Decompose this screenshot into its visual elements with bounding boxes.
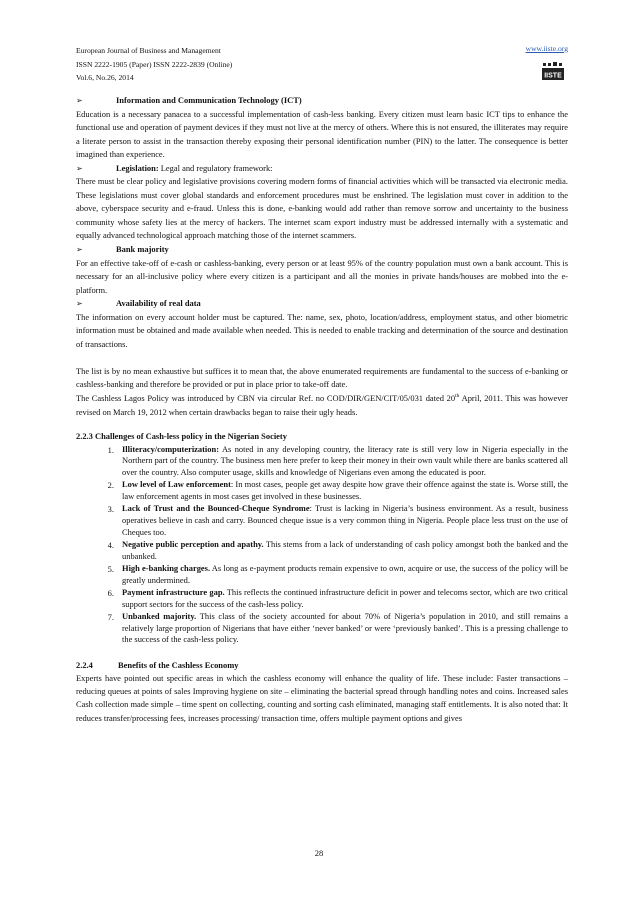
- arrow-bullet-icon: ➢: [76, 96, 83, 105]
- benefits-title: Benefits of the Cashless Economy: [118, 659, 239, 670]
- page-number: 28: [314, 848, 324, 858]
- journal-issn: ISSN 2222-1905 (Paper) ISSN 2222-2839 (Online): [76, 59, 233, 69]
- list-item-text: [122, 563, 568, 586]
- list-item-number: 6.: [107, 588, 114, 599]
- list-item-text: [122, 444, 568, 479]
- bullet-ict: [76, 94, 568, 108]
- list-item-body: This reflects the continued infrastructure deficit in power and telecoms sector, which are two critical support sectors for the success of the cash-less policy.: [122, 587, 568, 609]
- cashless-lagos-paragraph: The Cashless Lagos Policy was introduced by CBN via circular Ref. no COD/DIR/GEN/CIT/05/031 dated 20th April, 2011. This was however revised on March 19, 2012 when certain drawbacks began to raise their ugly heads.: [76, 392, 568, 417]
- arrow-bullet-icon: ➢: [76, 163, 83, 173]
- list-item-text: [122, 503, 568, 538]
- list-item-number: 7.: [107, 612, 114, 623]
- ict-paragraph: Education is a necessary panacea to a successful implementation of cash-less banking. Every citizen must learn basic ICT tips to enhance the functional use and operation of payment devices if they must not live at the mercy of others. Where this is not ensured, the illiterates may require a literate person to assist in the transaction thereby exposing their personal identification number (PIN) to the latter. The consequence is better imagined than experience.: [76, 108, 568, 160]
- list-item-body: This stems from a lack of understanding of cash policy amongst both the banked and the unbanked.: [122, 539, 569, 561]
- benefits-heading: [76, 659, 568, 673]
- bullet-legislation: [76, 162, 568, 176]
- list-item-text: [122, 611, 568, 646]
- challenges-heading: 2.2.3 Challenges of Cash-less policy in the Nigerian Society: [76, 431, 287, 442]
- logo-text: IISTE: [544, 72, 562, 80]
- list-item-title: Negative public perception and apathy.: [122, 539, 264, 550]
- list-item-number: 4.: [107, 540, 114, 551]
- list-item-body: : Trust is lacking in Nigeria’s business environment. As a result, business operatives believe in cash and carry. Bounced cheque issue is a very common thing in Nigeria. People place less trust on the use of Cheques too.: [122, 503, 568, 537]
- list-item: [76, 611, 568, 646]
- legislation-paragraph: There must be clear policy and legislative provisions covering modern forms of financial activities which will be transacted via electronic media. These legislations must cover global standards and enforcement procedures must be enshrined. The legislation must cover in addition to the above, cyberspace security and e-fraud. Unless this is done, e-banking would add rather than remove sorrow and uncertainty to the business community whose safety lies at the mercy of hackers. The internet scam export industry must be addressed internally with a systematic and equally advanced technological approach matching those of the internet scammers.: [76, 176, 568, 241]
- list-item-body: : In most cases, people get away despite how grave their offence against the state is. Worse still, the law enforcement agents in most cases get involved in these businesses.: [122, 479, 568, 502]
- ict-heading: Information and Communication Technology (ICT): [116, 95, 302, 105]
- list-item-body: As noted in any developing country, the literacy rate is still very low in Nigeria especially in the Northern part of the country. The business men here prefer to keep their money in their own vault while there are banks scattered all over the country. Also computer usage, skills and knowledge of Nigerians even among the educated is poor.: [122, 443, 568, 478]
- journal-url-link[interactable]: www.iiste.org: [525, 44, 568, 53]
- bullet-bank-majority: [76, 243, 568, 257]
- journal-volume: Vol.6, No.26, 2014: [76, 73, 134, 82]
- list-item-title: High e-banking charges.: [122, 563, 211, 574]
- list-item: [76, 539, 568, 562]
- list-item-number: 2.: [107, 480, 114, 491]
- list-item-title: Unbanked majority.: [122, 611, 197, 622]
- list-item-text: [122, 587, 568, 610]
- legislation-subheading: Legal and regulatory framework:: [158, 162, 273, 173]
- benefits-number: 2.2.4: [76, 659, 93, 670]
- summary-paragraph: The list is by no mean exhaustive but suffices it to mean that, the above enumerated requirements are fundamental to the success of e-banking or cashless-banking and therefore be provided or put in place prior to take-off date.: [76, 365, 568, 390]
- list-item-number: 1.: [107, 444, 114, 455]
- list-item-text: [122, 539, 568, 562]
- real-data-heading: Availability of real data: [116, 298, 201, 309]
- bank-majority-paragraph: For an effective take-off of e-cash or cashless-banking, every person or at least 95% of the country population must own a bank account. This is necessary for an all-inclusive policy where every citizen is a participant and all the monies in private hands/houses are mobbed into the e-platform.: [76, 257, 568, 295]
- list-item-title: Low level of Law enforcement: [122, 479, 231, 490]
- arrow-bullet-icon: ➢: [76, 299, 83, 309]
- list-item: [76, 444, 568, 479]
- legislation-heading: Legislation:: [116, 162, 159, 173]
- list-item-title: Lack of Trust and the Bounced-Cheque Syndrome: [122, 503, 310, 514]
- journal-header: [76, 44, 232, 85]
- list-item: [76, 563, 568, 586]
- list-item: [76, 503, 568, 538]
- challenges-list: [76, 444, 568, 647]
- real-data-paragraph: The information on every account holder must be captured. The: name, sex, photo, location/address, employment status, and other biometric information must be obtained and made available when needed. This is needed to enable tracking and determination of the source and destination of transactions.: [76, 311, 568, 349]
- bank-majority-heading: Bank majority: [116, 244, 169, 255]
- list-item-text: [122, 479, 568, 502]
- arrow-bullet-icon: ➢: [76, 245, 83, 255]
- list-item-body: As long as e-payment products remain expensive to own, acquire or use, the success of the policy will be greatly undermined.: [122, 563, 569, 585]
- benefits-paragraph: Experts have pointed out specific areas in which the cashless economy will enhance the quality of life. These include: Faster transactions – reducing queues at points of sales Improving hygiene on site – eliminating the bacterial spread through handling notes and coins. Increased sales Cash collection made simple – time spent on collecting, counting and sorting cash eliminated, managing staff entitlements. It is also noted that: It reduces transfer/processing fees, increases processing/ transaction time, offers multiple payment options and gives: [76, 673, 568, 723]
- list-item-title: Payment infrastructure gap.: [122, 587, 225, 598]
- list-item-body: This class of the society accounted for about 70% of Nigeria’s population in 2010, and still remains a relatively large proportion of Nigerians that have either ‘never banked’ or were ‘previously banked’. This is a pressing challenge to the success of the cash-less policy.: [122, 611, 568, 645]
- list-item: [76, 587, 568, 610]
- list-item-title: Illiteracy/computerization:: [122, 443, 220, 454]
- list-item-number: 3.: [107, 504, 114, 515]
- page-body: [76, 94, 568, 725]
- bullet-real-data: [76, 297, 568, 311]
- list-item-number: 5.: [107, 564, 114, 575]
- iiste-logo: [540, 60, 566, 82]
- journal-name: European Journal of Business and Management: [76, 46, 221, 55]
- list-item: [76, 479, 568, 502]
